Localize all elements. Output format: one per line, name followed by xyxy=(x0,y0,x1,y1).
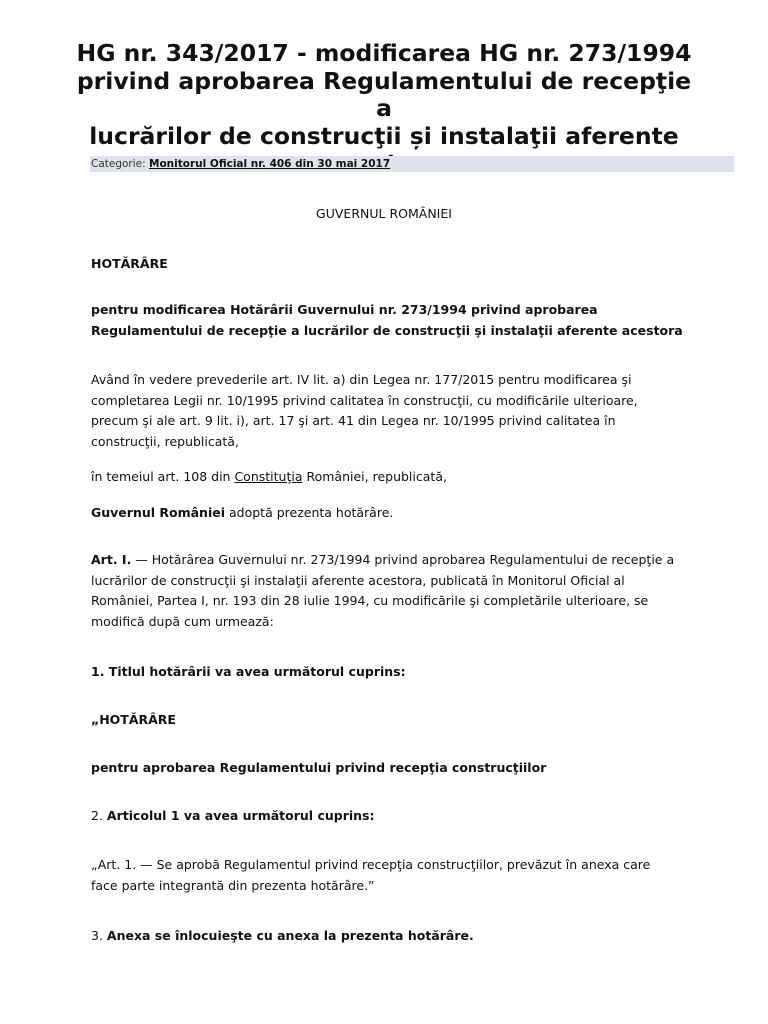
article-label: Art. I. xyxy=(91,552,132,567)
article-line: — Hotărârea Guvernului nr. 273/1994 privind aprobarea Regulamentului de recepţie a xyxy=(131,552,675,567)
preamble-line: Având în vedere prevederile art. IV lit. a) din Legea nr. 177/2015 pentru modificarea şi xyxy=(91,372,632,387)
article-one xyxy=(91,550,741,632)
legal-basis xyxy=(91,467,741,488)
point-three xyxy=(91,926,741,947)
category-bar xyxy=(90,156,734,172)
new-article-line: „Art. 1. — Se aprobă Regulamentul privind recepţia construcţiilor, prevăzut în anexa care xyxy=(91,857,651,872)
title-line: HG nr. 343/2017 - modificarea HG nr. 273/1994 xyxy=(76,39,692,67)
article-line: lucrărilor de construcţii şi instalaţii aferente acestora, publicată în Monitorul Oficial al xyxy=(91,572,625,588)
category-label: Categorie: xyxy=(91,158,150,170)
act-type: HOTĂRÂRE xyxy=(91,256,168,271)
new-subject: pentru aprobarea Regulamentului privind recepţia construcţiilor xyxy=(91,760,547,775)
title-line: privind aprobarea Regulamentului de recepţie a xyxy=(76,66,692,122)
preamble-line: construcţii, republicată, xyxy=(91,433,239,449)
category-link[interactable]: Monitorul Oficial nr. 406 din 30 mai 2017 xyxy=(149,158,391,170)
title-line: lucrărilor de construcţii și instalaţii aferente xyxy=(89,121,679,150)
preamble-line: completarea Legii nr. 10/1995 privind calitatea în construcţii, cu modificările ulterioare, xyxy=(91,392,638,408)
new-article-line: face parte integrantă din prezenta hotărâre.” xyxy=(91,877,375,893)
new-act-type: „HOTĂRÂRE xyxy=(91,712,176,727)
point-two-text: Articolul 1 va avea următorul cuprins: xyxy=(106,808,375,823)
constitution-link[interactable]: Constituţia xyxy=(234,469,303,484)
act-subject xyxy=(91,300,741,341)
basis-text-before: în temeiul art. 108 din xyxy=(91,469,235,484)
issuer-heading: GUVERNUL ROMÂNIEI xyxy=(316,206,452,221)
article-line: modifică după cum urmează: xyxy=(91,613,274,629)
basis-text-after: României, republicată, xyxy=(302,469,447,484)
preamble xyxy=(91,370,741,452)
subject-line: Regulamentului de recepţie a lucrărilor de construcţii şi instalaţii aferente acestora xyxy=(91,322,683,338)
point-three-text: Anexa se înlocuieşte cu anexa la prezenta hotărâre. xyxy=(106,928,474,943)
preamble-line: precum şi ale art. 9 lit. i), art. 17 şi art. 41 din Legea nr. 10/1995 privind calitatea în xyxy=(91,413,616,428)
government-name: Guvernul României xyxy=(91,505,226,520)
point-two xyxy=(91,806,741,827)
point-one: 1. Titlul hotărârii va avea următorul cuprins: xyxy=(91,664,406,679)
adoption-text: adoptă prezenta hotărâre. xyxy=(225,505,394,520)
new-article-one xyxy=(91,855,741,896)
act-type-heading xyxy=(91,254,741,275)
adoption-clause xyxy=(91,503,741,524)
point-two-number: 2. xyxy=(91,808,107,823)
article-line: României, Partea I, nr. 193 din 28 iulie 1994, cu modificările şi completările ulterioare, se xyxy=(91,593,649,608)
subject-line: pentru modificarea Hotărârii Guvernului nr. 273/1994 privind aprobarea xyxy=(91,302,598,317)
point-three-number: 3. xyxy=(91,928,107,943)
